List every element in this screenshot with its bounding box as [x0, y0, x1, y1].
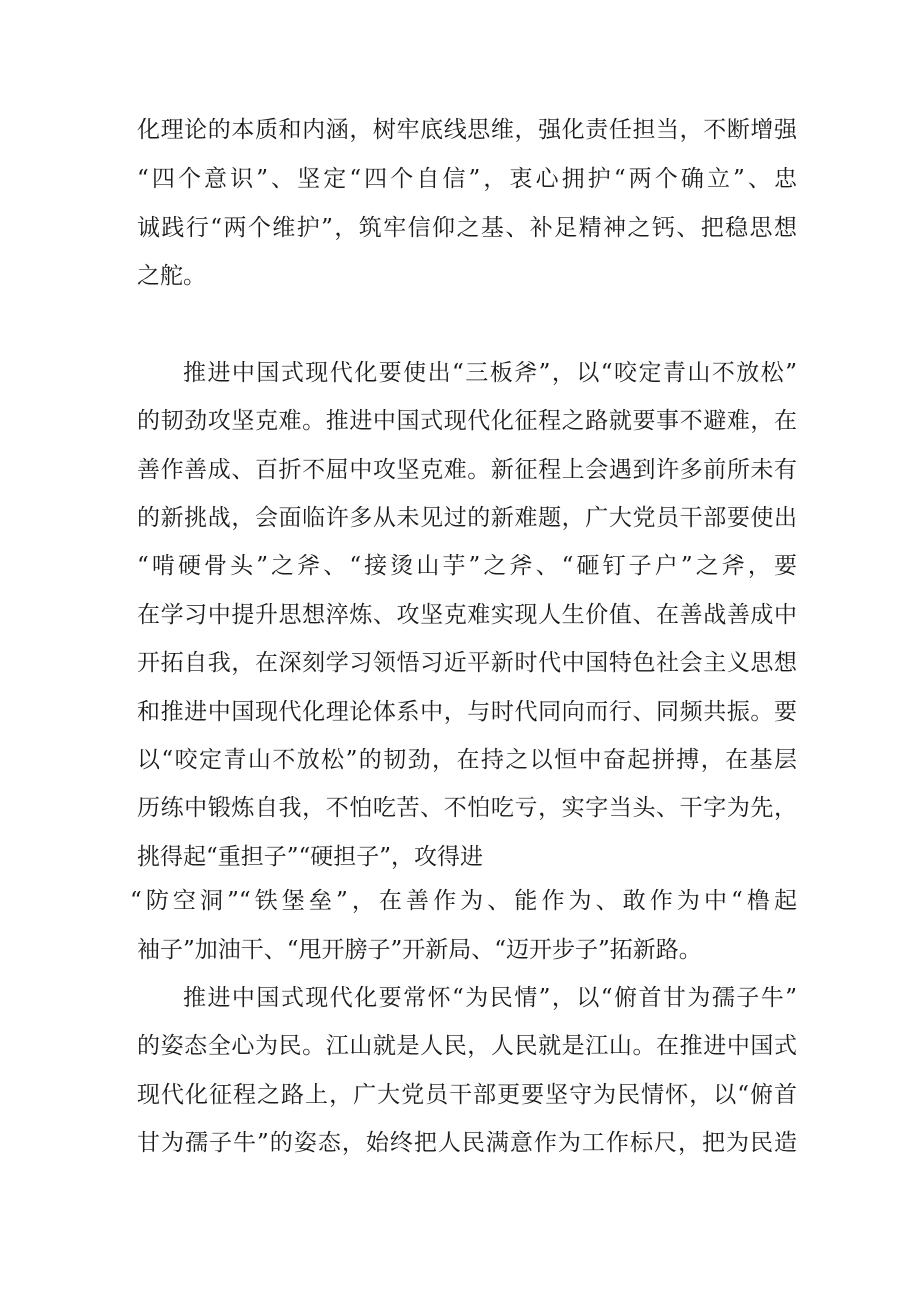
paragraph-3-line-3: 现代化征程之路上，广大党员干部更要坚守为民情怀，以“俯首: [137, 1082, 797, 1108]
paragraph-2-line-8: 和推进中国现代化理论体系中，与时代同向而行、同频共振。要: [137, 699, 797, 725]
paragraph-2-line-11: 挑得起“重担子”“硬担子”，攻得进: [137, 844, 484, 870]
paragraph-2-line-9: 以“咬定青山不放松”的韧劲，在持之以恒中奋起拼搏，在基层: [137, 747, 797, 773]
paragraph-2-line-5: “啃硬骨头”之斧、“接烫山芋”之斧、“砸钉子户”之斧，要: [137, 553, 797, 579]
paragraph-2-line-2: 的韧劲攻坚克难。推进中国式现代化征程之路就要事不避难，在: [137, 408, 797, 434]
paragraph-2-line-7: 开拓自我，在深刻学习领悟习近平新时代中国特色社会主义思想: [137, 650, 797, 676]
paragraph-2-line-6: 在学习中提升思想淬炼、攻坚克难实现人生价值、在善战善成中: [137, 602, 797, 628]
paragraph-2-line-4: 的新挑战，会面临许多从未见过的新难题，广大党员干部要使出: [137, 505, 797, 531]
paragraph-1-line-4: 之舵。: [137, 263, 206, 289]
paragraph-3-line-4: 甘为孺子牛”的姿态，始终把人民满意作为工作标尺，把为民造: [137, 1130, 797, 1156]
paragraph-1-line-2: “四个意识”、坚定“四个自信”，衷心拥护“两个确立”、忠: [137, 166, 797, 192]
paragraph-1-line-1: 化理论的本质和内涵，树牢底线思维，强化责任担当，不断增强: [137, 117, 797, 143]
paragraph-2-line-13: 袖子”加油干、“甩开膀子”开新局、“迈开步子”拓新路。: [137, 937, 702, 963]
paragraph-2-line-10: 历练中锻炼自我，不怕吃苦、不怕吃亏，实字当头、干字为先，: [137, 795, 797, 821]
paragraph-3-line-2: 的姿态全心为民。江山就是人民，人民就是江山。在推进中国式: [137, 1033, 797, 1059]
paragraph-1-line-3: 诚践行“两个维护”，筑牢信仰之基、补足精神之钙、把稳思想: [137, 215, 797, 241]
paragraph-2-line-3: 善作善成、百折不屈中攻坚克难。新征程上会遇到许多前所未有: [137, 457, 797, 483]
paragraph-2-line-12: “防空洞”“铁堡垒”，在善作为、能作为、敢作为中“橹起: [130, 888, 797, 914]
paragraph-2-line-1: 推进中国式现代化要使出“三板斧”，以“咬定青山不放松”: [183, 360, 797, 386]
paragraph-3-line-1: 推进中国式现代化要常怀“为民情”，以“俯首甘为孺子牛”: [183, 985, 797, 1011]
